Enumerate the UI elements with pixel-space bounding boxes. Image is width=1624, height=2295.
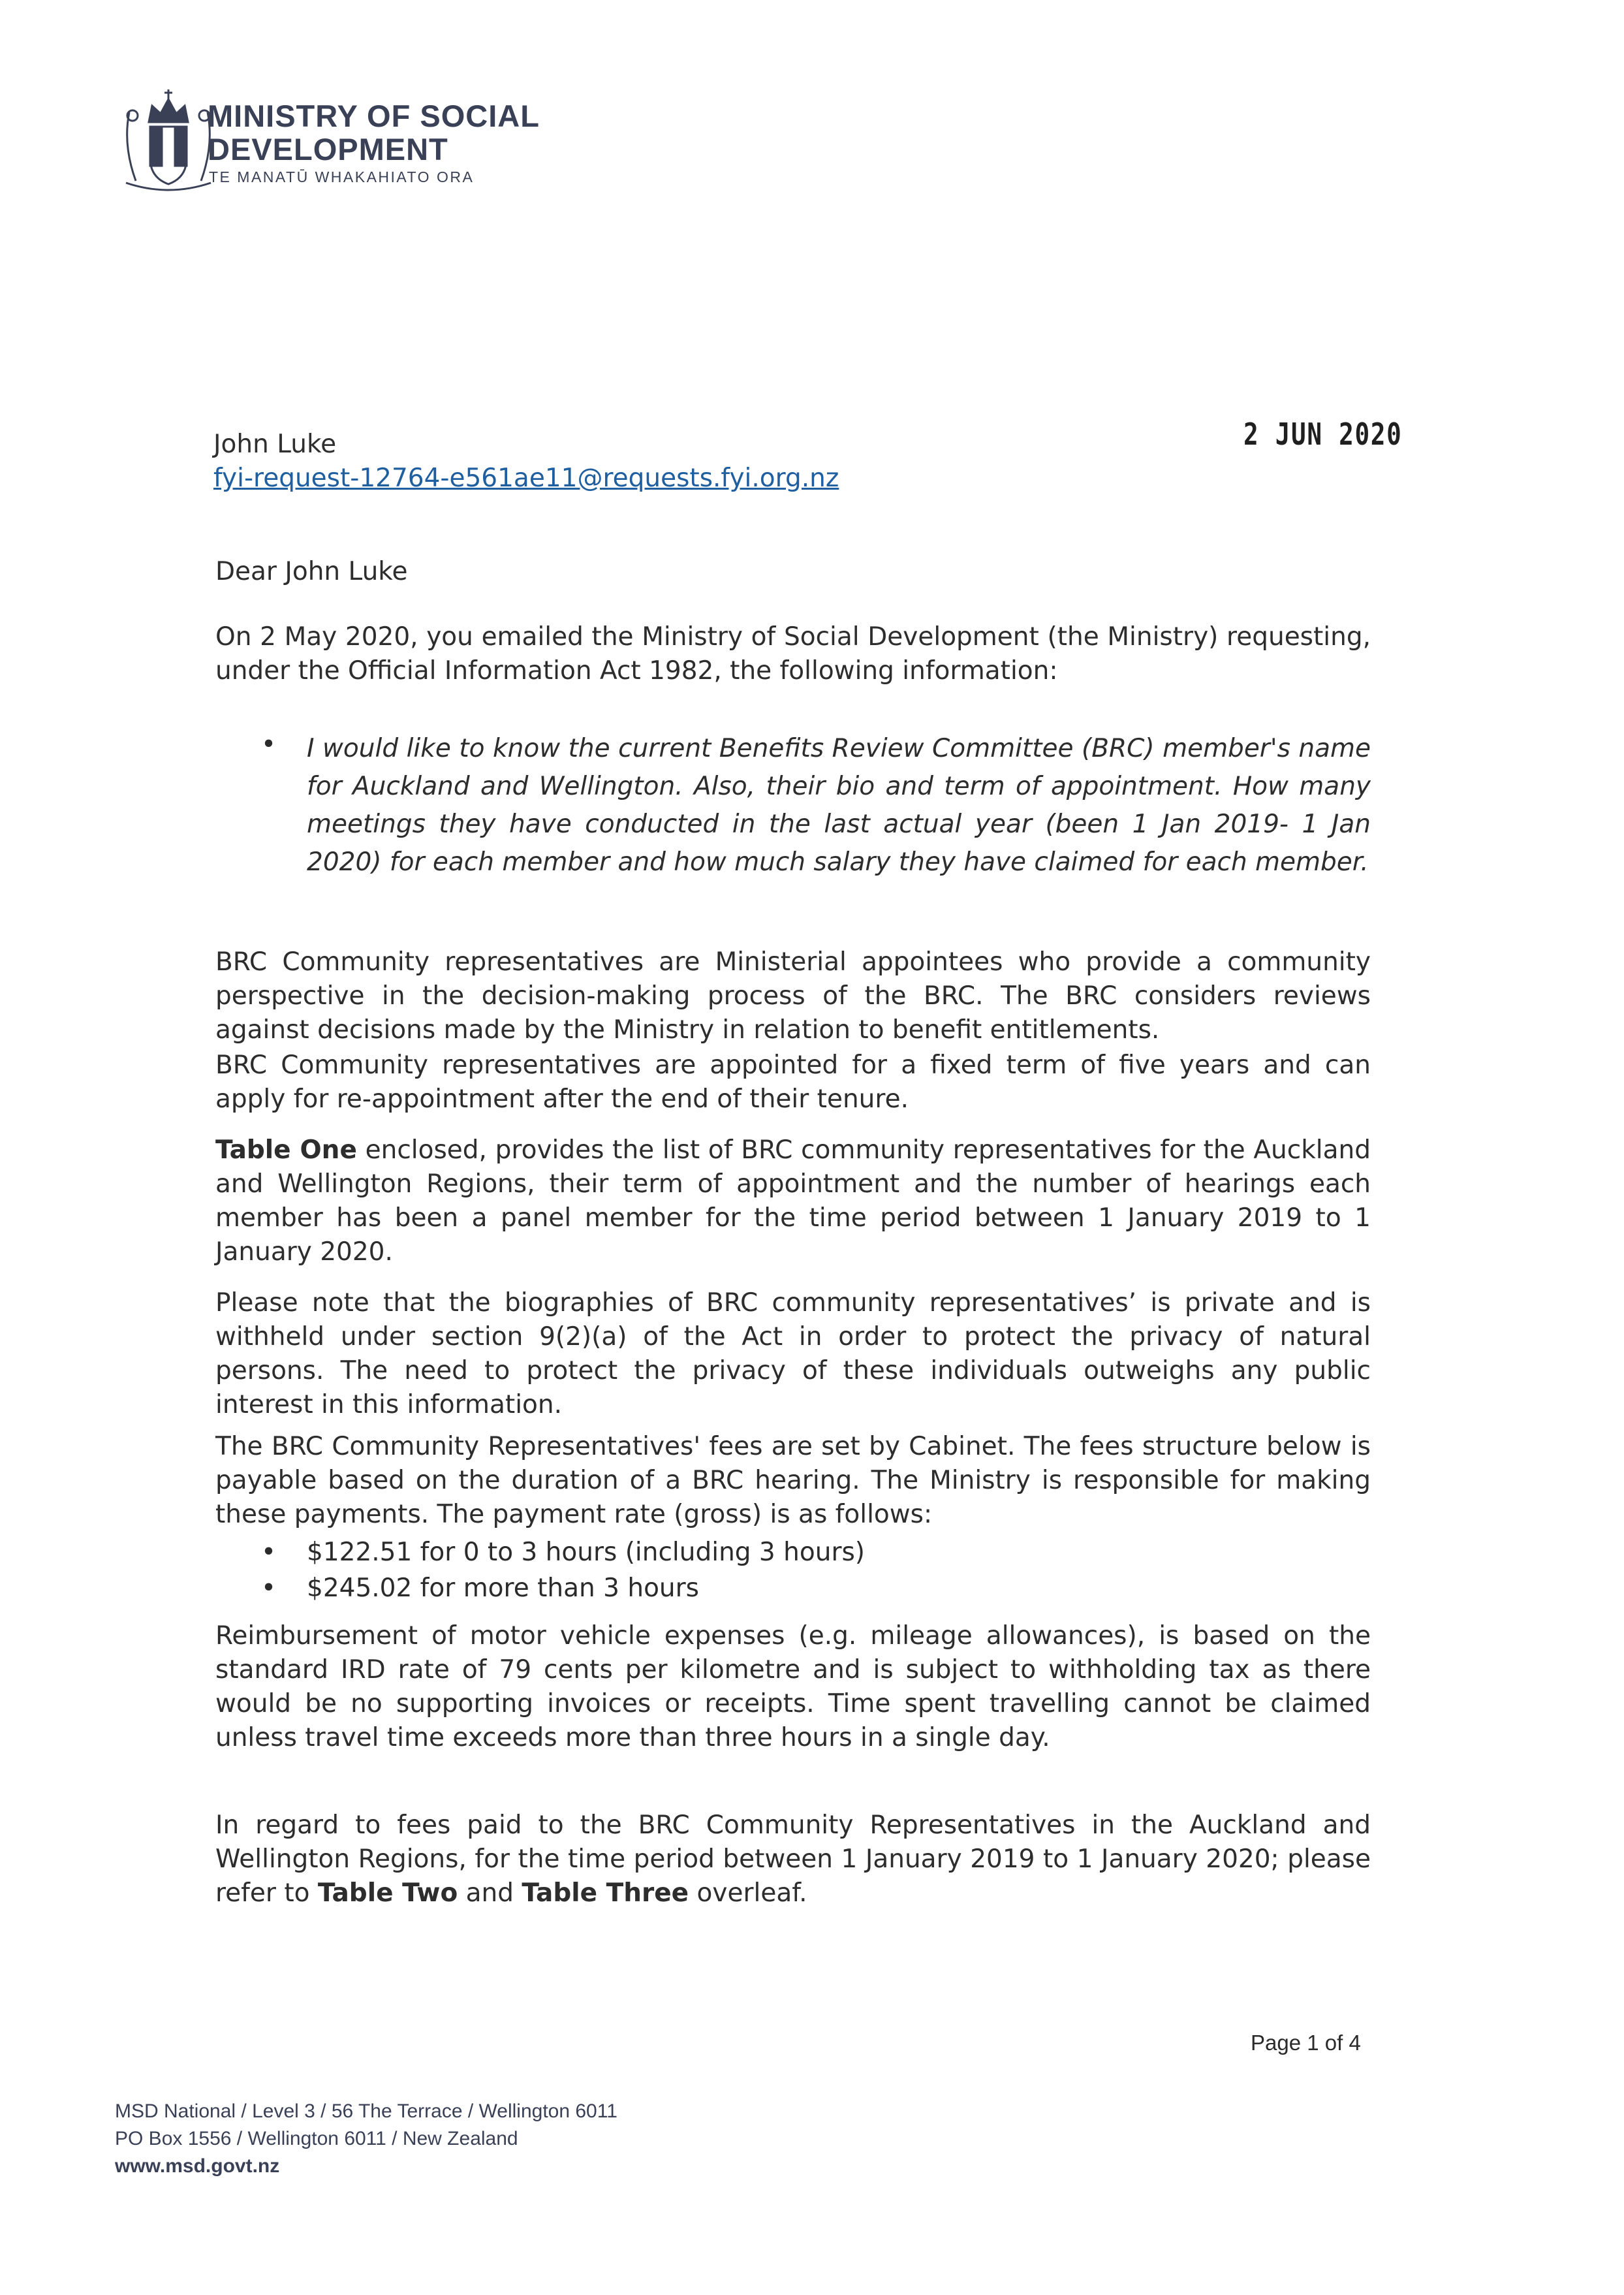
fee-rate-list — [215, 1536, 1371, 1607]
fees-paragraph: The BRC Community Representatives' fees are set by Cabinet. The fees structure below is payable based on the duration of a BRC hearing. The Ministry is responsible for making these payments. The payment rate (gross) is as follows: — [215, 1432, 1371, 1529]
table-one-paragraph — [215, 1133, 1371, 1269]
recipient-email-link[interactable]: fyi-request-12764-e561ae11@requests.fyi.org.nz — [213, 464, 839, 493]
reimbursement-paragraph: Reimbursement of motor vehicle expenses (e.g. mileage allowances), is based on the standard IRD rate of 79 cents per kilometre and is subject to withholding tax as there would be no supporting invoices or receipts. Time spent travelling cannot be claimed unless travel time exceeds more than three hours in a single day. — [215, 1621, 1371, 1752]
date-stamp: 2 JUN 2020 — [1243, 417, 1403, 452]
closing-and: and — [458, 1878, 522, 1908]
closing-post: overleaf. — [689, 1878, 807, 1908]
footer-address-line2: PO Box 1556 / Wellington 6011 / New Zealand — [115, 2128, 518, 2149]
table-one-text: enclosed, provides the list of BRC community representatives for the Auckland and Wellington Regions, their term of appointment and the number of hearings each member has been a panel member for the time period between 1 January 2019 to 1 January 2020. — [215, 1135, 1371, 1267]
closing-paragraph — [215, 1809, 1371, 1910]
table-three-ref: Table Three — [522, 1878, 689, 1908]
intro-paragraph: On 2 May 2020, you emailed the Ministry of Social Development (the Ministry) requesting, under the Official Information Act 1982, the following information: — [215, 622, 1371, 686]
footer-address — [115, 2098, 617, 2180]
closing-text: In regard to fees paid to the BRC Community Representatives in the Auckland and Wellington Regions, for the time period between 1 January 2019 to 1 January 2020; please refer to — [215, 1811, 1371, 1908]
org-name-line2: DEVELOPMENT — [208, 132, 448, 166]
term-paragraph: BRC Community representatives are appointed for a fixed term of five years and can apply for re-appointment after the end of their tenure. — [215, 1051, 1371, 1114]
fee-rate-item — [215, 1536, 1371, 1572]
recipient-name: John Luke — [213, 430, 337, 459]
bullet-icon: • — [261, 1538, 277, 1567]
privacy-paragraph: Please note that the biographies of BRC community representatives’ is private and is withheld under section 9(2)(a) of the Act in order to protect the privacy of natural persons. The need to protect the privacy of these individuals outweighs any public interest in this information. — [215, 1288, 1371, 1419]
community-reps-paragraph: BRC Community representatives are Ministerial appointees who provide a community perspective in the decision-making process of the BRC. The BRC considers reviews against decisions made by the Ministry in relation to benefit entitlements. — [215, 947, 1371, 1045]
org-subtitle: TE MANATŪ WHAKAHIATO ORA — [209, 168, 475, 185]
footer-website-link[interactable]: www.msd.govt.nz — [115, 2155, 280, 2177]
page-number: Page 1 of 4 — [1251, 2031, 1361, 2055]
org-name-line1: MINISTRY OF SOCIAL — [208, 99, 540, 133]
table-two-ref: Table Two — [317, 1878, 458, 1908]
fee-rate-item — [215, 1572, 1371, 1607]
table-one-ref: Table One — [215, 1135, 357, 1165]
fee-rate-text: $122.51 for 0 to 3 hours (including 3 hours) — [307, 1538, 866, 1567]
salutation: Dear John Luke — [215, 557, 408, 586]
footer-address-line1: MSD National / Level 3 / 56 The Terrace / Wellington 6011 — [115, 2100, 617, 2122]
fee-rate-text: $245.02 for more than 3 hours — [307, 1574, 699, 1603]
org-name — [208, 99, 540, 166]
recipient-block — [213, 428, 839, 496]
bullet-icon: • — [261, 730, 277, 759]
bullet-icon: • — [261, 1574, 277, 1603]
request-quote: I would like to know the current Benefits Review Committee (BRC) member's name for Auckland and Wellington. Also, their bio and term of appointment. How many meetings they have conducted in the last actual year (been 1 Jan 2019- 1 Jan 2020) for each member and how much salary they have claimed for each member. — [307, 734, 1371, 877]
